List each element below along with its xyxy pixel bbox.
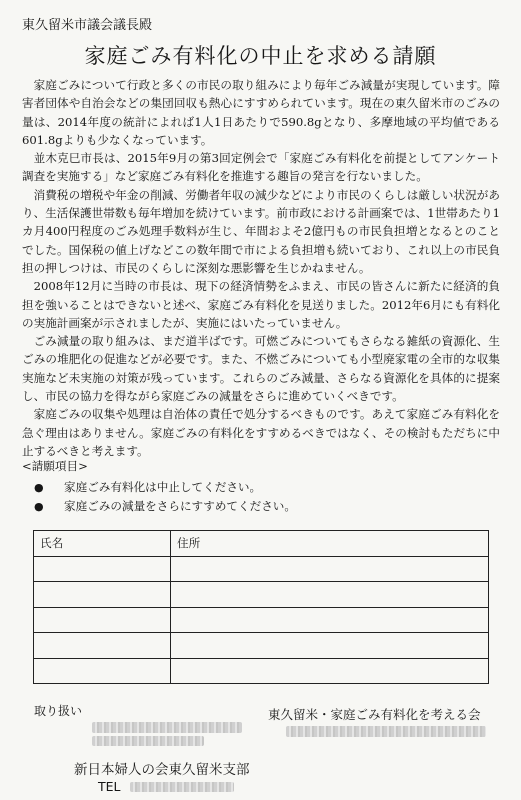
redacted-address <box>92 722 242 733</box>
list-item <box>34 497 296 516</box>
petition-item-text: 家庭ごみ有料化は中止してください。 <box>64 480 262 494</box>
document-title: 家庭ごみ有料化の中止を求める請願 <box>84 44 437 68</box>
paragraph: 家庭ごみの収集や処理は自治体の責任で処分するべきものです。あえて家庭ごみ有料化を急ぐ理由はありません。家庭ごみの有料化をすすめるべきではなく、その検討もただちに中止するべきと考えます。 <box>22 407 500 458</box>
petition-item-text: 家庭ごみの減量をさらにすすめてください。 <box>64 499 296 513</box>
paragraph: ごみ減量の取り組みは、まだ道半ばです。可燃ごみについてもさらなる雑紙の資源化、生ごみの堆肥化の促進などが必要です。また、不燃ごみについても小型廃家電の全市的な収集実施など未実施の対策が残っています。これらのごみ減量、さらなる資源化を具体的に提案し、市民の協力を得ながら家庭ごみの減量をさらに進めていくべきです。 <box>22 334 500 404</box>
name-cell[interactable] <box>34 556 171 582</box>
name-column-header: 氏名 <box>34 531 171 557</box>
redacted-address <box>92 736 204 746</box>
table-row <box>34 658 489 684</box>
paragraph: 家庭ごみについて行政と多くの市民の取り組みにより毎年ごみ減量が実現しています。障害者団体や自治会などの集団回収も熱心にすすめられています。現在の東久留米市のごみの量は、2014年度の統計によれば1人1日あたりで590.8gとなり、多摩地域の平均値である601.8gよりも少なくなっています。 <box>22 78 500 147</box>
handler-label: 取り扱い <box>34 704 83 718</box>
redacted-phone <box>130 782 234 792</box>
signature-table <box>33 530 489 684</box>
address-cell[interactable] <box>171 556 489 582</box>
bullet-icon: ● <box>34 500 44 513</box>
petition-items-heading: <請願項目> <box>22 459 88 473</box>
address-cell[interactable] <box>171 582 489 608</box>
name-cell[interactable] <box>34 582 171 608</box>
address-cell[interactable] <box>171 658 489 684</box>
table-row <box>34 607 489 633</box>
address-cell[interactable] <box>171 633 489 659</box>
table-row <box>34 633 489 659</box>
table-row <box>34 582 489 608</box>
petition-items-list <box>34 478 296 516</box>
organization-name: 新日本婦人の会東久留米支部 <box>74 762 250 778</box>
name-cell[interactable] <box>34 658 171 684</box>
list-item <box>34 478 296 497</box>
name-cell[interactable] <box>34 607 171 633</box>
address-cell[interactable] <box>171 607 489 633</box>
paragraph: 並木克巳市長は、2015年9月の第3回定例会で「家庭ごみ有料化を前提としてアンケート調査を実施する」など家庭ごみ有料化を推進する趣旨の発言を行ないました。 <box>22 151 500 184</box>
petition-body <box>22 76 500 460</box>
name-cell[interactable] <box>34 633 171 659</box>
paragraph: 消費税の増税や年金の削減、労働者年収の減少などにより市民のくらしは厳しい状況があり、生活保護世帯数も毎年増加を続けています。前市政における計画案では、1世帯あたり1カ月400円程度のごみ処理手数料が生じ、年間およそ2億円もの市民負担増となるとのことでした。国保税の値上げなどこの数年間で市による負担増も続いており、これ以上の市民負担の押しつけは、市民のくらしに深刻な悪影響を生じかねません。 <box>22 187 500 275</box>
tel-label: TEL <box>98 779 121 794</box>
table-row <box>34 556 489 582</box>
signature-table-header <box>34 531 489 557</box>
organization-name: 東久留米・家庭ごみ有料化を考える会 <box>268 707 481 722</box>
bullet-icon: ● <box>34 481 44 494</box>
redacted-address <box>286 726 486 737</box>
paragraph: 2008年12月に当時の市長は、現下の経済情勢をふまえ、市民の皆さんに新たに経済的負担を強いることはできないと述べ、家庭ごみ有料化を見送りました。2012年6月にも有料化の実施計画案が示されましたが、実施にはいたっていません。 <box>22 279 500 330</box>
address-column-header: 住所 <box>171 531 489 557</box>
addressee: 東久留米市議会議長殿 <box>22 18 153 33</box>
